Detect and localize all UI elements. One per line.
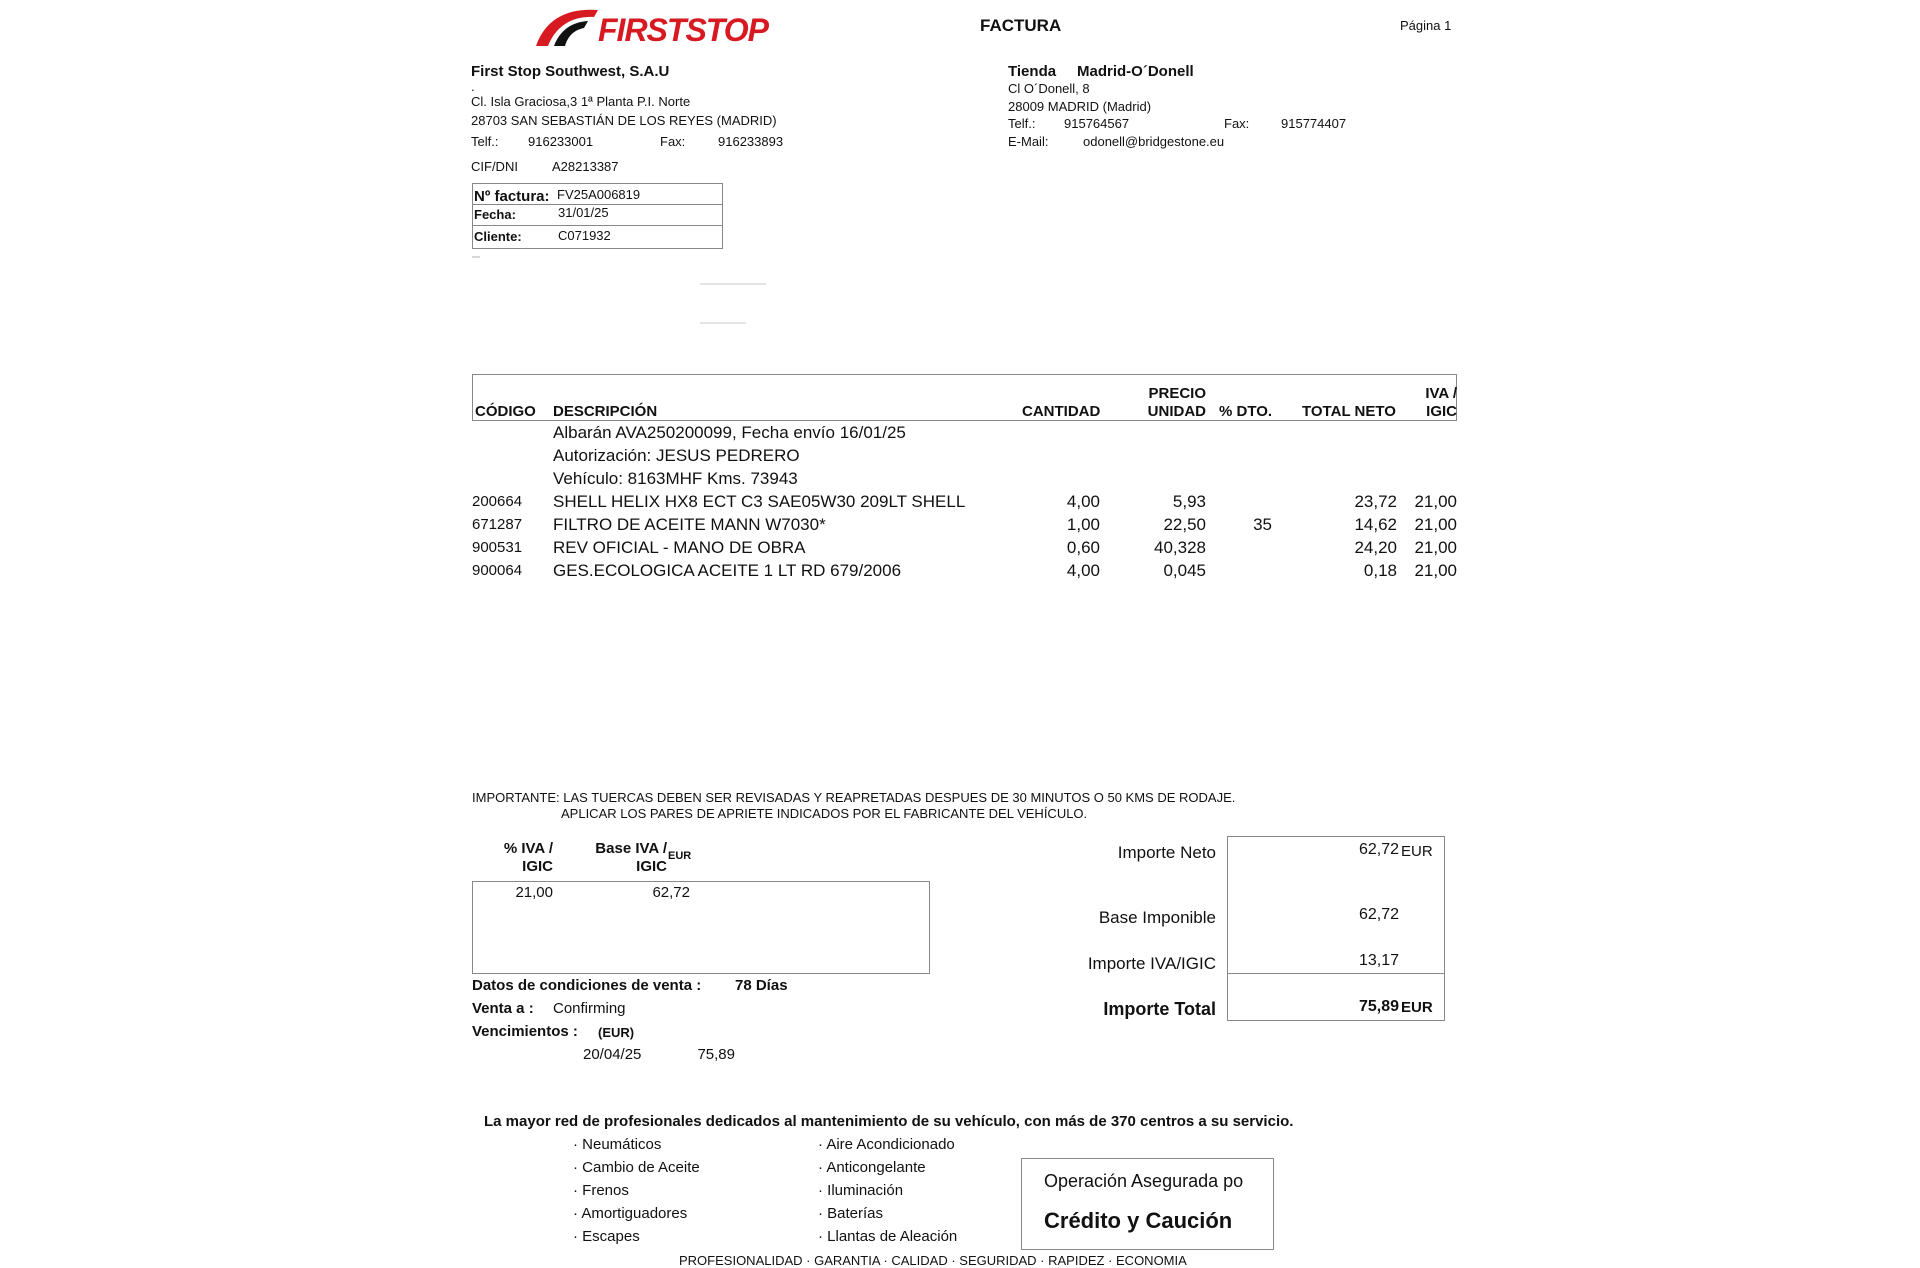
net-amount: 62,72 bbox=[1358, 841, 1399, 858]
invoice-number-label: Nº factura: bbox=[474, 188, 550, 205]
item-unit-price: 22,50 bbox=[1163, 515, 1206, 534]
item-tax-rate: 21,00 bbox=[1414, 538, 1457, 557]
total-amount-label: Importe Total bbox=[1103, 999, 1216, 1019]
company-address-2: 28703 SAN SEBASTIÁN DE LOS REYES (MADRID) bbox=[471, 113, 777, 128]
col-header-price-1: PRECIO bbox=[1148, 385, 1206, 402]
net-amount-currency: EUR bbox=[1401, 843, 1433, 860]
col-header-discount: % DTO. bbox=[1219, 403, 1273, 420]
col-header-price-2: UNIDAD bbox=[1147, 403, 1206, 420]
col-header-tax-1: IVA / bbox=[1425, 385, 1457, 402]
footer-tagline: La mayor red de profesionales dedicados al mantenimiento de su vehículo, con más de 370 centros a su servicio. bbox=[484, 1113, 1294, 1130]
page-number: Página 1 bbox=[1400, 18, 1452, 33]
brand-logo bbox=[532, 6, 768, 48]
service-item: · Llantas de Aleación bbox=[818, 1228, 958, 1245]
store-address-1: Cl O´Donell, 8 bbox=[1008, 81, 1090, 96]
item-code: 900064 bbox=[472, 562, 523, 579]
item-net-total: 23,72 bbox=[1354, 492, 1397, 511]
due-dates-label: Vencimientos : bbox=[472, 1023, 578, 1040]
tax-pct-header-1: % IVA / bbox=[503, 840, 553, 857]
item-unit-price: 0,045 bbox=[1163, 561, 1206, 580]
invoice-date-label: Fecha: bbox=[474, 207, 516, 222]
item-tax-rate: 21,00 bbox=[1414, 561, 1457, 580]
invoice-date: 31/01/25 bbox=[558, 205, 609, 220]
service-item: · Aire Acondicionado bbox=[818, 1136, 955, 1153]
table-top-border bbox=[472, 374, 1457, 375]
item-discount: 35 bbox=[1253, 515, 1272, 534]
conditions-label: Datos de condiciones de venta : bbox=[472, 977, 702, 994]
redacted-mark bbox=[700, 283, 766, 285]
item-quantity: 1,00 bbox=[1066, 515, 1100, 534]
company-tel-label: Telf.: bbox=[471, 134, 499, 149]
tax-amount-label: Importe IVA/IGIC bbox=[1087, 954, 1216, 973]
store-address-2: 28009 MADRID (Madrid) bbox=[1008, 99, 1152, 114]
store-label: Tienda bbox=[1008, 63, 1057, 80]
insurance-line-1: Operación Asegurada po bbox=[1044, 1171, 1244, 1191]
due-dates-currency: (EUR) bbox=[598, 1025, 635, 1040]
service-item: · Anticongelante bbox=[818, 1159, 926, 1176]
store-name: Madrid-O´Donell bbox=[1077, 63, 1194, 80]
item-quantity: 0,60 bbox=[1066, 538, 1100, 557]
table-left-border bbox=[472, 374, 473, 420]
logo-swoosh-icon bbox=[532, 6, 602, 48]
service-item: · Frenos bbox=[573, 1182, 629, 1199]
insurance-line-2: Crédito y Caución bbox=[1044, 1208, 1233, 1233]
net-amount-label: Importe Neto bbox=[1117, 843, 1216, 862]
sold-to-value: Confirming bbox=[553, 1000, 626, 1017]
logo-text: FIRSTSTOP bbox=[598, 12, 768, 48]
item-code: 200664 bbox=[472, 493, 523, 510]
item-tax-rate: 21,00 bbox=[1414, 515, 1457, 534]
item-net-total: 14,62 bbox=[1354, 515, 1397, 534]
total-amount: 75,89 bbox=[1358, 998, 1399, 1015]
invoice-info-divider bbox=[472, 225, 723, 226]
tax-pct-header-2: IGIC bbox=[522, 858, 553, 875]
company-tel: 916233001 bbox=[528, 134, 594, 149]
col-header-description: DESCRIPCIÓN bbox=[553, 403, 658, 420]
redacted-mark bbox=[700, 322, 746, 324]
important-line-1: IMPORTANTE: LAS TUERCAS DEBEN SER REVISADAS Y REAPRETADAS DESPUES DE 30 MINUTOS O 50 KMS DE RODAJE. bbox=[472, 790, 1236, 805]
company-cif-label: CIF/DNI bbox=[471, 159, 518, 174]
service-item: · Baterías bbox=[818, 1205, 884, 1222]
totals-divider bbox=[1227, 973, 1445, 974]
store-fax-label: Fax: bbox=[1224, 116, 1250, 131]
item-description: GES.ECOLOGICA ACEITE 1 LT RD 679/2006 bbox=[553, 561, 902, 580]
due-amount: 75,89 bbox=[697, 1046, 735, 1063]
table-header-border bbox=[472, 420, 1457, 421]
store-tel-label: Telf.: bbox=[1008, 116, 1036, 131]
store-tel: 915764567 bbox=[1064, 116, 1130, 131]
redacted-mark bbox=[472, 256, 480, 264]
company-fax: 916233893 bbox=[718, 134, 784, 149]
taxable-base: 62,72 bbox=[1358, 906, 1399, 923]
important-line-2: APLICAR LOS PARES DE APRIETE INDICADOS POR EL FABRICANTE DEL VEHÍCULO. bbox=[561, 806, 1088, 821]
conditions-days: 78 Días bbox=[735, 977, 788, 994]
vehicle-line: Vehículo: 8163MHF Kms. 73943 bbox=[553, 469, 798, 488]
authorization-line: Autorización: JESUS PEDRERO bbox=[553, 446, 800, 465]
item-description: SHELL HELIX HX8 ECT C3 SAE05W30 209LT SHELL bbox=[553, 492, 966, 511]
footer-values: PROFESIONALIDAD · GARANTIA · CALIDAD · SEGURIDAD · RAPIDEZ · ECONOMIA bbox=[679, 1253, 1187, 1268]
item-tax-rate: 21,00 bbox=[1414, 492, 1457, 511]
service-item: · Cambio de Aceite bbox=[573, 1159, 700, 1176]
tax-pct-value: 21,00 bbox=[515, 884, 553, 901]
sold-to-label: Venta a : bbox=[472, 1000, 534, 1017]
item-code: 900531 bbox=[472, 539, 523, 556]
tax-amount: 13,17 bbox=[1358, 952, 1399, 969]
item-quantity: 4,00 bbox=[1066, 561, 1100, 580]
store-fax: 915774407 bbox=[1281, 116, 1347, 131]
taxable-base-label: Base Imponible bbox=[1098, 908, 1216, 927]
col-header-code: CÓDIGO bbox=[475, 403, 536, 420]
tax-base-value: 62,72 bbox=[652, 884, 690, 901]
due-date: 20/04/25 bbox=[583, 1046, 642, 1063]
col-header-total: TOTAL NETO bbox=[1302, 403, 1396, 420]
service-item: · Neumáticos bbox=[573, 1136, 662, 1153]
item-description: REV OFICIAL - MANO DE OBRA bbox=[553, 538, 806, 557]
service-item: · Amortiguadores bbox=[573, 1205, 688, 1222]
item-unit-price: 40,328 bbox=[1154, 538, 1206, 557]
item-quantity: 4,00 bbox=[1066, 492, 1100, 511]
invoice-client: C071932 bbox=[558, 228, 611, 243]
item-net-total: 24,20 bbox=[1354, 538, 1397, 557]
tax-currency: EUR bbox=[668, 850, 692, 862]
item-description: FILTRO DE ACEITE MANN W7030* bbox=[553, 515, 826, 534]
company-fax-label: Fax: bbox=[660, 134, 686, 149]
store-email[interactable]: odonell@bridgestone.eu bbox=[1083, 134, 1225, 149]
store-email-label: E-Mail: bbox=[1008, 134, 1049, 149]
col-header-tax-2: IGIC bbox=[1426, 403, 1457, 420]
invoice-number: FV25A006819 bbox=[557, 187, 641, 202]
company-dot: . bbox=[471, 79, 475, 94]
company-address-1: Cl. Isla Graciosa,3 1ª Planta P.I. Norte bbox=[471, 94, 691, 109]
service-item: · Escapes bbox=[573, 1228, 640, 1245]
tax-base-header-1: Base IVA / bbox=[595, 840, 667, 857]
company-name: First Stop Southwest, S.A.U bbox=[471, 63, 670, 80]
col-header-quantity: CANTIDAD bbox=[1022, 403, 1101, 420]
invoice-client-label: Cliente: bbox=[474, 229, 522, 244]
doc-title: FACTURA bbox=[980, 16, 1062, 35]
item-code: 671287 bbox=[472, 516, 523, 533]
tax-base-header-2: IGIC bbox=[636, 858, 667, 875]
item-unit-price: 5,93 bbox=[1172, 492, 1206, 511]
item-net-total: 0,18 bbox=[1363, 561, 1397, 580]
service-item: · Iluminación bbox=[818, 1182, 904, 1199]
company-cif: A28213387 bbox=[552, 159, 619, 174]
delivery-note-line: Albarán AVA250200099, Fecha envío 16/01/25 bbox=[553, 423, 906, 442]
totals-box bbox=[1227, 836, 1445, 1021]
total-amount-currency: EUR bbox=[1401, 999, 1433, 1016]
